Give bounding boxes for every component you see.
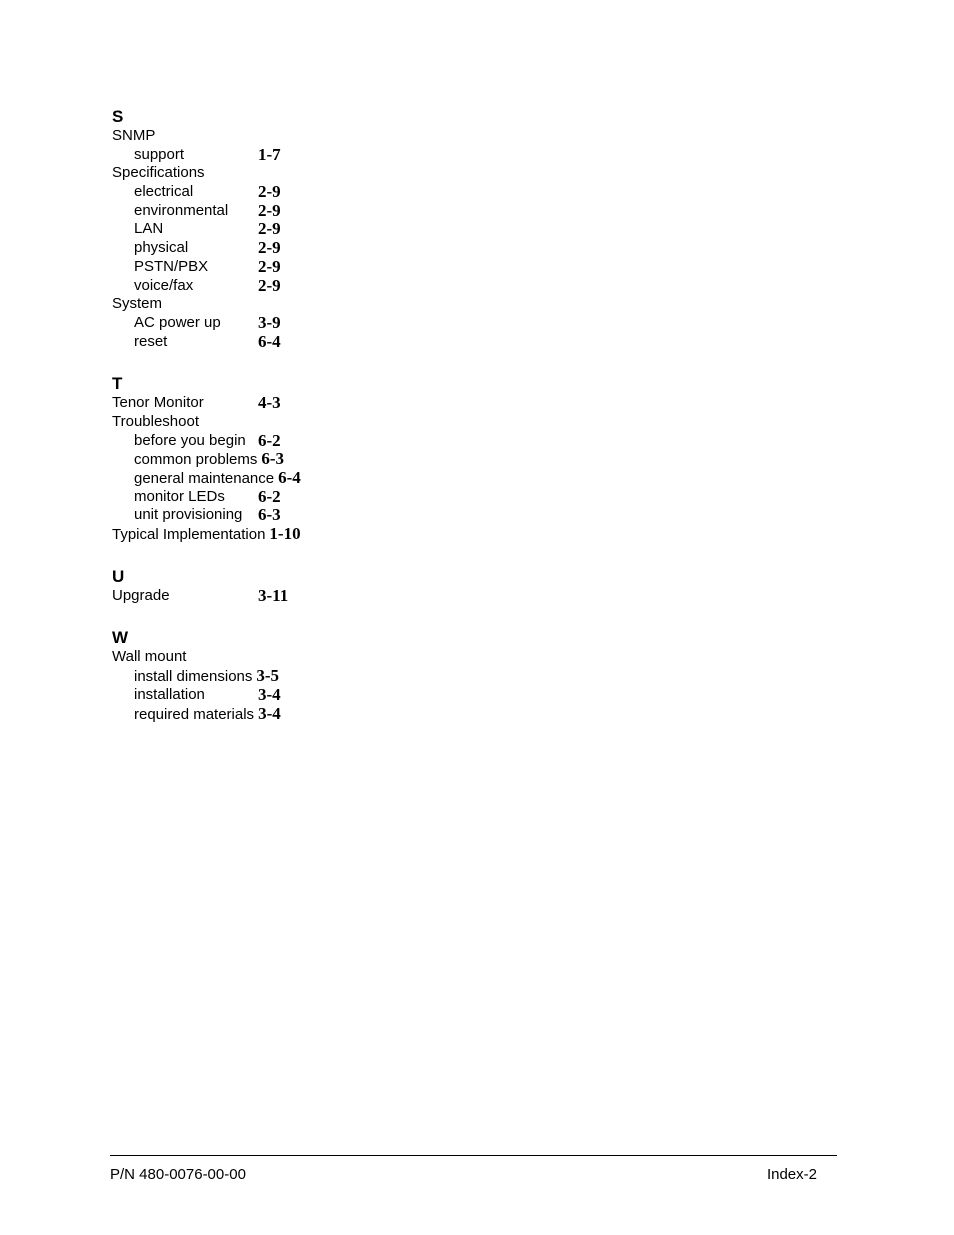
index-page-ref[interactable]: 6-3 — [261, 449, 285, 469]
index-term: Wall mount — [112, 648, 187, 666]
index-subentry — [112, 277, 512, 296]
index-term: PSTN/PBX — [134, 257, 209, 275]
index-page-ref[interactable]: 6-4 — [258, 331, 281, 351]
index-term: voice/fax — [134, 276, 194, 294]
index-term: common problems — [134, 451, 258, 469]
index-subentry — [112, 667, 512, 686]
index-subentry — [112, 239, 512, 258]
index-entry — [112, 164, 512, 183]
index-subentry — [112, 146, 512, 165]
index-entry — [112, 525, 512, 544]
section-gap — [112, 351, 512, 373]
index-entry — [112, 413, 512, 432]
index-page-ref[interactable]: 3-4 — [258, 703, 281, 723]
index-page-ref[interactable]: 3-4 — [258, 684, 281, 704]
index-term: Upgrade — [112, 586, 170, 604]
index-term: electrical — [134, 183, 194, 201]
index-term: required materials — [134, 705, 255, 723]
index-term: LAN — [134, 220, 164, 238]
index-term: installation — [134, 685, 205, 703]
index-entry — [112, 295, 512, 314]
index-subentry — [112, 705, 512, 724]
index-page-ref[interactable]: 2-9 — [258, 200, 281, 220]
index-term: reset — [134, 332, 168, 350]
index-subentry — [112, 469, 512, 488]
index-page-ref[interactable]: 4-3 — [258, 393, 281, 413]
index-term: Troubleshoot — [112, 412, 199, 430]
index-term: Typical Implementation — [112, 526, 266, 544]
index-subentry — [112, 488, 512, 507]
index-subentry — [112, 220, 512, 239]
index-term: before you begin — [134, 431, 246, 449]
index-subentry — [112, 506, 512, 525]
index-page-ref[interactable]: 1-10 — [269, 524, 301, 544]
index-letter-heading: S — [112, 107, 124, 126]
index-term: AC power up — [134, 313, 221, 331]
index-term: physical — [134, 239, 189, 257]
index-page-ref[interactable]: 2-9 — [258, 182, 281, 202]
index-term: install dimensions — [134, 668, 253, 686]
index-letter-heading: W — [112, 628, 129, 648]
footer-page-label: Index-2 — [766, 1166, 817, 1183]
index-page-ref[interactable]: 2-9 — [258, 238, 281, 258]
index-term: Tenor Monitor — [112, 394, 204, 412]
index-term: System — [112, 295, 163, 313]
index-subentry — [112, 432, 512, 451]
footer-part-number: P/N 480-0076-00-00 — [110, 1166, 246, 1183]
index-entry — [112, 587, 512, 606]
index-page-ref[interactable]: 2-9 — [258, 275, 281, 295]
index-page-ref[interactable]: 3-11 — [258, 585, 289, 605]
index-term: monitor LEDs — [134, 487, 225, 505]
footer-divider — [110, 1155, 837, 1156]
index-term: SNMP — [112, 127, 156, 144]
index-subentry — [112, 686, 512, 705]
index-subentry — [112, 258, 512, 277]
index-subentry — [112, 314, 512, 333]
index-letter-heading: U — [112, 566, 125, 586]
index-page-ref[interactable]: 3-9 — [258, 312, 281, 332]
index-term: unit provisioning — [134, 506, 243, 524]
section-gap — [112, 605, 512, 627]
index-entry — [112, 394, 512, 413]
index-subentry — [112, 183, 512, 202]
index-term: environmental — [134, 201, 229, 219]
index-term: general maintenance — [134, 470, 275, 487]
index-page-ref[interactable]: 1-7 — [258, 144, 281, 164]
index-page-ref[interactable]: 2-9 — [258, 256, 281, 276]
section-gap — [112, 544, 512, 566]
index-page-ref[interactable]: 3-5 — [256, 666, 280, 686]
index-page-ref[interactable]: 2-9 — [258, 219, 281, 239]
index-column — [112, 106, 512, 723]
index-term: Specifications — [112, 164, 205, 182]
index-subentry — [112, 202, 512, 221]
index-page-ref[interactable]: 6-4 — [278, 468, 301, 487]
index-entry — [112, 648, 512, 667]
index-page-ref[interactable]: 6-2 — [258, 430, 281, 450]
index-term: support — [134, 145, 185, 163]
index-entry — [112, 127, 512, 146]
index-subentry — [112, 333, 512, 352]
index-letter-heading: T — [112, 374, 123, 394]
index-subentry — [112, 450, 512, 469]
index-page-ref[interactable]: 6-3 — [258, 505, 281, 525]
index-page-ref[interactable]: 6-2 — [258, 486, 281, 506]
